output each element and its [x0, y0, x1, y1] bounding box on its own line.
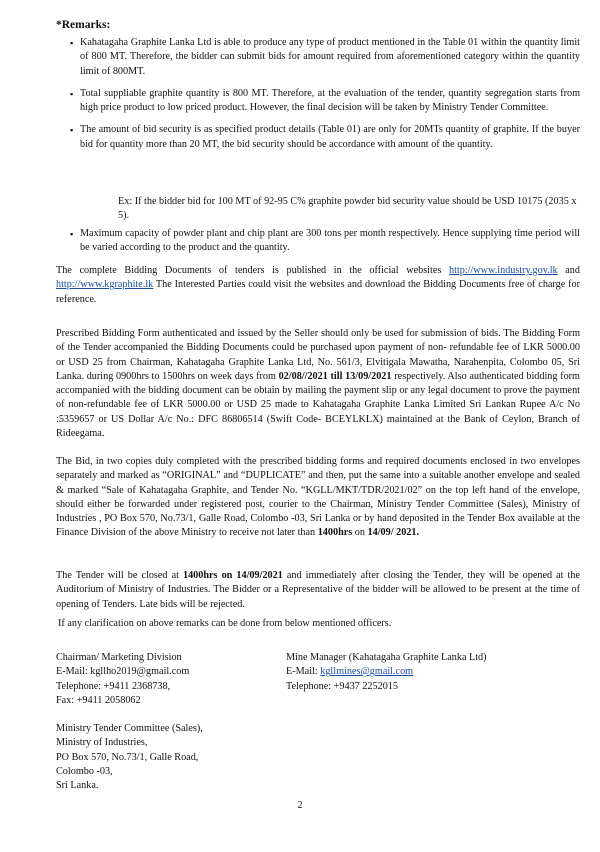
- address-line: Sri Lanka.: [56, 780, 99, 792]
- remark-item: ▪ Maximum capacity of powder plant and chip plant are 300 tons per month respectively. Hence supplying time period will be varied according to the product and the quantity.: [80, 227, 580, 256]
- remark-item: ▪ Kahatagaha Graphite Lanka Ltd is able to produce any type of product mentioned in the Table 01 within the quantity limit of 800 MT. Therefore, the bidder can submit bids for amount required from aforementioned category within the quantity limit of 800MT.: [80, 36, 580, 79]
- contact-phone: Telephone: +9437 2252015: [286, 680, 398, 692]
- remark-item: ▪ Total suppliable graphite quantity is 800 MT. Therefore, at the evaluation of the tender, quantity segregation starts from high price product to low priced product. However, the final decision will be taken by Ministry Tender Committee.: [80, 87, 580, 116]
- contact-fax: Fax: +9411 2058062: [56, 694, 141, 706]
- bid-submission-paragraph: [56, 455, 580, 541]
- address-line: Colombo -03,: [56, 765, 113, 777]
- remarks-list: [80, 36, 580, 158]
- text-span: respectively. Also authenticated bidding form accompanied with the bidding document can be obtain by mailing the payment slip or any legal document to prove the payment of non-refundable fee of LKR 5000.00 or USD 25 made to Kahatagaha Graphite Lanka Limited Sri Lankan Rupee A/c No :5359657 or US Dollar A/c No.: DFC 86806514 (Swift Code- BCEYLKLX) maintained at the Bank of Ceylon, Branch of Rideegama.: [56, 370, 580, 440]
- contact-email: E-Mail: kgllho2019@gmail.com: [56, 666, 190, 678]
- contact-tender-committee: [56, 722, 203, 793]
- deadline-time: 1400hrs: [317, 527, 353, 539]
- email-label: E-Mail:: [286, 666, 321, 678]
- industry-website-link[interactable]: http://www.industry.gov.lk: [448, 265, 558, 276]
- remark-example: Ex: If the bidder bid for 100 MT of 92-95 C% graphite powder bid security value should be USD 10175 (2035 x 5).: [118, 196, 577, 222]
- text-span: on: [352, 527, 368, 539]
- text-span: The Bid, in two copies duly completed with the prescribed bidding forms and required documents enclosed in two envelopes separately and marked as “ORIGINAL” and “DUPLICATE” and then, put the same into a suitable another envelope and sealed & marked “Sale of Kahatagaha Graphite, and Tender No. “KGLL/MKT/TDR/2021/02” on the top left hand of the envelope, should either be forwarded under registered post, courier to the Chairman, Ministry Tender Committee (Sales), Ministry of Industries , PO Box 570, No.73/1, Galle Road, Colombo -03, Sri Lanka or by hand deposited in the Tender Box available at the Finance Division of the above Ministry to receive not later than: [56, 456, 580, 539]
- contact-mine-manager: [286, 651, 487, 694]
- contact-title: Chairman/ Marketing Division: [56, 652, 182, 663]
- remarks-list-cont: [80, 227, 580, 264]
- remarks-heading: *Remarks:: [56, 19, 111, 31]
- address-line: Ministry Tender Committee (Sales),: [56, 723, 203, 734]
- address-line: Ministry of Industries,: [56, 737, 148, 749]
- text-span: The complete Bidding Documents of tenders is published in the official websites: [56, 265, 449, 276]
- remark-item: ▪ The amount of bid security is as specified product details (Table 01) are only for 20MTs quantity of graphite. If the buyer bid for quantity more than 20 MT, the bid security should be accordance with amount of the quantity.: [80, 123, 580, 152]
- clarification-paragraph: If any clarification on above remarks can be done from below mentioned officers.: [58, 618, 392, 629]
- mine-email-link[interactable]: kgllmines@gmail.com: [320, 666, 414, 678]
- deadline-date: 14/09/ 2021.: [367, 527, 420, 539]
- kgraphite-website-link[interactable]: http://www.kgraphite.lk: [56, 279, 154, 291]
- bidding-form-paragraph: [56, 327, 580, 441]
- contact-phone: Telephone: +9411 2368738,: [56, 680, 171, 692]
- text-span: The Interested Parties could visit the websites and download the Bidding Documents free of charge for reference.: [56, 279, 580, 305]
- text-span: Prescribed Bidding Form authenticated and issued by the Seller should only be used for submission of bids. The Bidding Form of the Tender accompanied the Bidding Documents could be purchased upon payment of non- refundable fee of LKR 5000.00 or USD 25 from Chairman, Kahatagaha Graphite Lanka Ltd, No. 561/3, Elvitigala Mawatha, Narahenpita, Colombo 05, Sri Lanka. during 0900hrs to 1500hrs on week days from: [56, 328, 580, 382]
- text-span: and: [557, 265, 580, 276]
- text-span: The Tender will be closed at: [56, 570, 183, 581]
- address-line: PO Box 570, No.73/1, Galle Road,: [56, 751, 199, 763]
- page-number: 2: [297, 800, 303, 811]
- tender-closing-paragraph: [56, 569, 580, 612]
- closing-date: 14/09/2021: [236, 570, 283, 581]
- websites-paragraph: [56, 264, 580, 307]
- contact-email-line: [286, 665, 487, 679]
- date-range: 02/08//2021 till 13/09/2021: [278, 370, 392, 382]
- contact-chairman: [56, 651, 189, 708]
- closing-time: 1400hrs on: [182, 570, 233, 581]
- contact-title: Mine Manager (Kahatagaha Graphite Lanka Ltd): [286, 652, 487, 663]
- text-span: and immediately after closing the Tender, they will be opened at the Auditorium of Ministry of Industries. The Bidder or a Representative of the bidder will be allowed to be present at the time of opening of Tenders. Late bids will be rejected.: [56, 570, 580, 610]
